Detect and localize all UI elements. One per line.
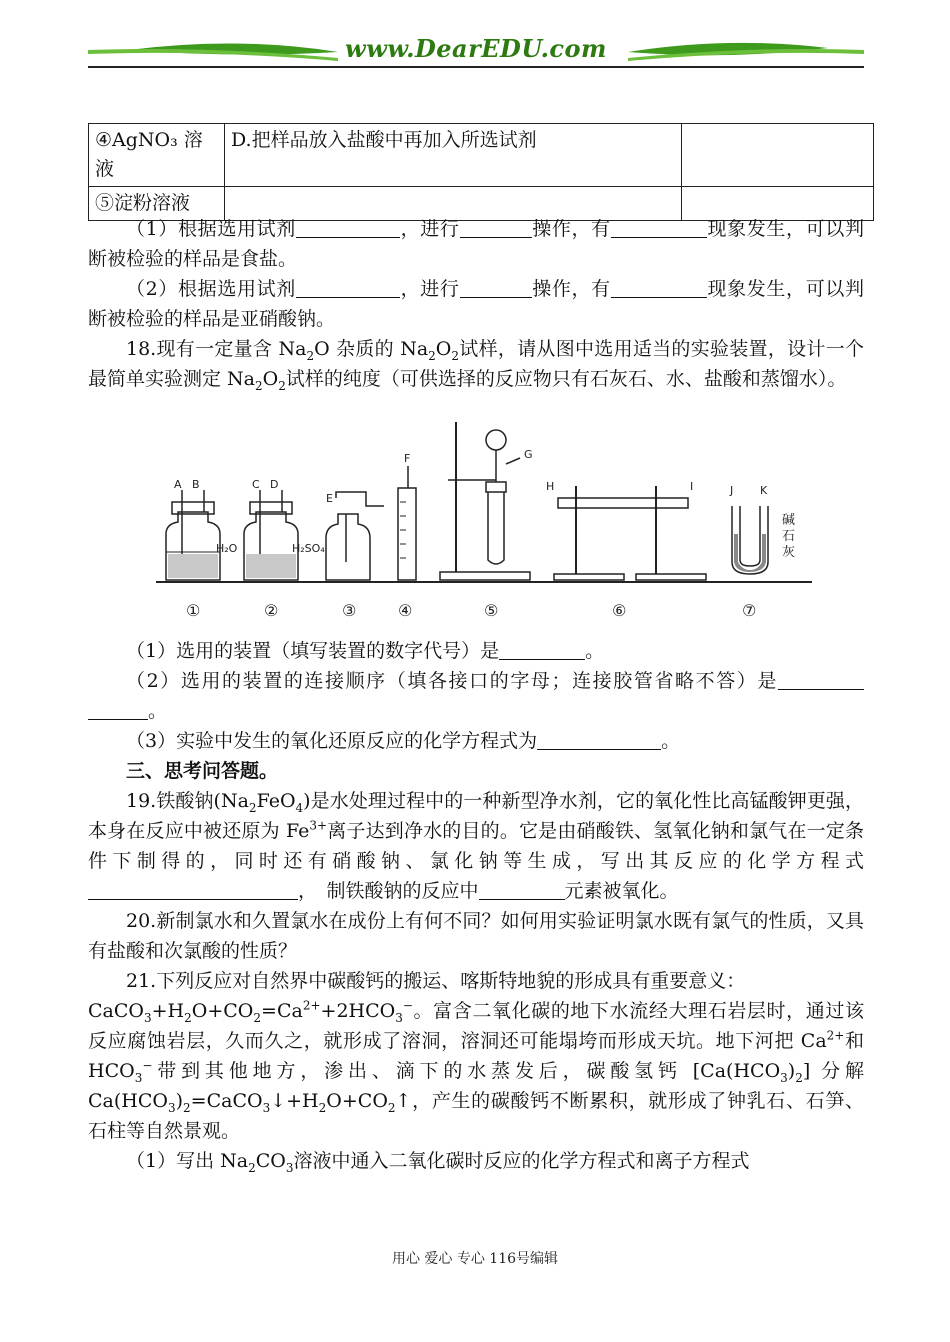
q21-intro: 21.下列反应对自然界中碳酸钙的搬运、喀斯特地貌的形成具有重要意义： bbox=[126, 970, 746, 992]
section-heading: 三、思考问答题。 bbox=[126, 760, 279, 782]
table-cell: ⑤淀粉溶液 bbox=[89, 187, 225, 221]
port-label: B bbox=[192, 478, 200, 491]
apparatus-number: ① bbox=[186, 601, 201, 620]
apparatus-number: ③ bbox=[342, 601, 357, 620]
apparatus-number: ⑦ bbox=[742, 601, 757, 620]
port-label: A bbox=[174, 478, 182, 491]
port-label: G bbox=[524, 448, 533, 461]
apparatus-number: ⑥ bbox=[612, 601, 627, 620]
table-row bbox=[89, 124, 874, 187]
bottle-label: H₂O bbox=[216, 542, 238, 555]
table-cell bbox=[682, 124, 874, 187]
port-label: H bbox=[546, 480, 555, 493]
site-title[interactable]: www.DearEDU.com bbox=[345, 34, 607, 63]
apparatus-number: ⑤ bbox=[484, 601, 499, 620]
q19-text: 19.铁酸钠$(Na_2FeO_4)$是水处理过程中的一种新型净水剂，它的氧化性比高锰酸钾更强，本身在反应中被还原为 $Fe^{3+}$离子达到净水的目的。它是由硝酸铁、氢氧化钠和氯气在一定条件下制得的，同时还有硝酸钠、氯化钠等生成，写出其反应的化学方程式 ， 制铁酸钠的反应中 元素被氧化。 bbox=[88, 790, 864, 902]
apparatus-number: ④ bbox=[398, 601, 413, 620]
port-label: F bbox=[404, 452, 411, 465]
q18-sub2: （2）选用的装置的连接顺序（填各接口的字母；连接胶管省略不答）是。 bbox=[88, 666, 864, 726]
table-cell: ④AgNO₃ 溶液 bbox=[89, 124, 225, 187]
q17-part1: （1）根据选用试剂 ，进行 操作，有 现象发生，可以判断被检验的样品是食盐。 bbox=[88, 218, 864, 270]
soda-lime-label: 碱 bbox=[782, 513, 796, 528]
q20-text: 20.新制氯水和久置氯水在成份上有何不同？如何用实验证明氯水既有氯气的性质，又具有盐酸和次氯酸的性质？ bbox=[88, 910, 864, 962]
page-header bbox=[88, 28, 864, 72]
table-cell: D.把样品放入盐酸中再加入所选试剂 bbox=[225, 124, 682, 187]
page-content bbox=[88, 214, 864, 1176]
q21-equation1: $CaCO_3+H_2O+CO_2=Ca^{2+}+2HCO_3^-$。富含二氧化碳的地下水流经大理石岩层时，通过该反应腐蚀岩层，久而久之，就形成了溶洞，溶洞还可能塌垮而形成天坑。地下河把 $Ca^{2+}$和$HCO_3^-$带到其他地方，渗出、滴下的水蒸发后，碳酸氢钙 $[Ca(HCO_3)_2]$ 分解$Ca(HCO_3)_2=CaCO_3↓+H_2O+CO_2↑$，产生的碳酸钙不断累积，就形成了钟乳石、石笋、石柱等自然景观。 bbox=[88, 998, 865, 1142]
soda-lime-label: 石 bbox=[782, 529, 796, 544]
port-label: E bbox=[326, 492, 333, 505]
apparatus-number: ② bbox=[264, 601, 279, 620]
port-label: I bbox=[690, 480, 694, 493]
port-label: J bbox=[730, 484, 734, 497]
q18-sub3: （3）实验中发生的氧化还原反应的化学方程式为 。 bbox=[126, 730, 681, 752]
page-footer: 用心 爱心 专心 116号编辑 bbox=[391, 1251, 559, 1267]
port-label: C bbox=[252, 478, 260, 491]
q18-text: 18.现有一定量含 $Na_2O$ 杂质的 $Na_2O_2$试样，请从图中选用适当的实验装置，设计一个最简单实验测定 $Na_2O_2$试样的纯度（可供选择的反应物只有石灰石、水、盐酸和蒸馏水）。 bbox=[88, 338, 864, 393]
q18-sub1: （1）选用的装置（填写装置的数字代号）是 。 bbox=[126, 640, 605, 662]
q17-part2: （2）根据选用试剂 ，进行 操作，有 现象发生，可以判断被检验的样品是亚硝酸钠。 bbox=[88, 278, 864, 330]
apparatus-diagram bbox=[152, 402, 842, 634]
port-label: K bbox=[760, 484, 768, 497]
bottle-label: H₂SO₄ bbox=[292, 542, 325, 555]
soda-lime-label: 灰 bbox=[782, 545, 796, 560]
apparatus-figure bbox=[88, 402, 864, 636]
header-rule bbox=[88, 66, 864, 68]
port-label: D bbox=[270, 478, 279, 491]
q21-sub1: （1）写出 $Na_2CO_3$溶液中通入二氧化碳时反应的化学方程式和离子方程式 bbox=[126, 1150, 750, 1175]
reagent-table bbox=[88, 123, 874, 221]
